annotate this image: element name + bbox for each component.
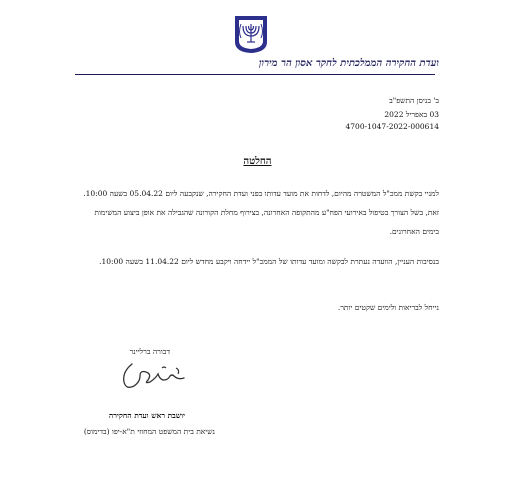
- hebrew-date: ב' בניסן התשפ"ב: [389, 96, 439, 105]
- header-divider: [75, 74, 435, 75]
- gregorian-date: 03 באפריל 2022: [384, 110, 439, 119]
- signatory-role: יושבת ראש ועדת החקירה: [108, 411, 185, 420]
- handwritten-signature: [118, 358, 190, 394]
- decision-paragraph-1: למניי בקשת ממכ"ל המשטרה מהיום, לדחות את מועד עדותו בפני ועדת החקירה, שנקבעה ליום 05.04.22 בשעה 10:00. זאת, בשל הצורך בטיפול באירועי הפח"ע מהתקופה האחרונה, בצירוף מחלת הקורונה שהגבילה את אופן ביצוע המשימות בימים האחרונים.: [83, 189, 439, 236]
- decision-paragraph-3: נייחל לבריאות ולימים שקטים יותר.: [337, 303, 439, 312]
- reference-number: 4700-1047-2022-000614: [345, 122, 439, 131]
- signatory-title: נשיאת בית המשפט המחוזי ת"א-יפו (בדימוס): [83, 427, 215, 436]
- committee-title: ועדת החקירה הממלכתית לחקר אסון הר מירון: [259, 58, 439, 69]
- signatory-name: דבורה ברליינר: [129, 347, 170, 356]
- decision-paragraph-2: בנסיבות העניין, הוועדה נעתרת לבקשה ומועד עדותו של הממכ"ל יידחה ויקבע מחדש ליום 11.04.22 בשעה 10:00.: [99, 257, 439, 266]
- decision-heading: החלטה: [243, 156, 272, 167]
- state-emblem-icon: [232, 14, 270, 54]
